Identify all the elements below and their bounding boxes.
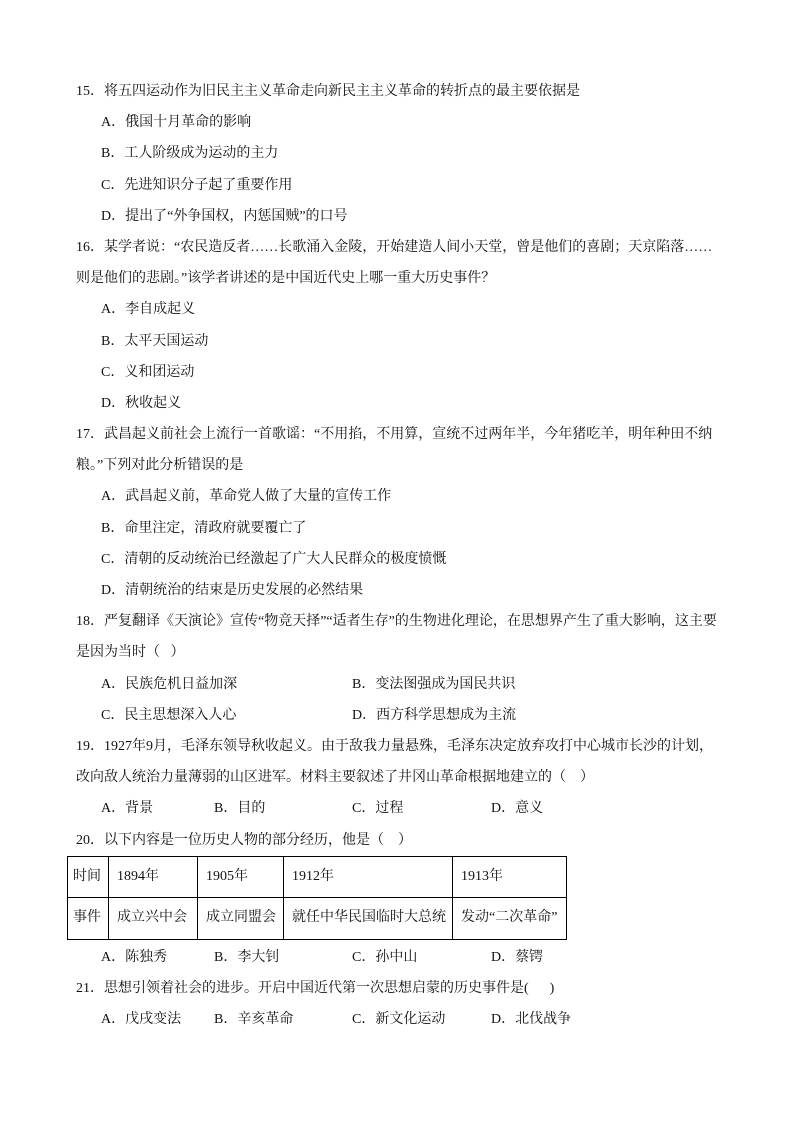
table-row-time bbox=[68, 856, 567, 898]
option-text: 北伐战争 bbox=[515, 1012, 572, 1028]
table-cell bbox=[68, 898, 109, 940]
question-18 bbox=[76, 606, 794, 731]
option-a bbox=[101, 481, 794, 512]
question-17 bbox=[76, 419, 794, 606]
option-text: 新文化运动 bbox=[375, 1012, 446, 1028]
option-text: 武昌起义前，革命党人做了大量的宣传工作 bbox=[125, 489, 392, 505]
question-20 bbox=[73, 825, 794, 973]
cell-text: 时间 bbox=[73, 868, 101, 884]
option-c bbox=[101, 544, 794, 575]
option-text: 过程 bbox=[375, 801, 404, 817]
option-d bbox=[491, 1004, 571, 1035]
options-row bbox=[101, 700, 794, 731]
option-d bbox=[491, 793, 543, 824]
cell-text: 就任中华民国临时大总统 bbox=[292, 910, 446, 926]
option-a bbox=[101, 669, 237, 700]
option-b bbox=[214, 1004, 293, 1035]
question-number: 15． bbox=[76, 84, 104, 99]
option-label: D． bbox=[101, 583, 126, 598]
options-row bbox=[101, 793, 794, 824]
option-d bbox=[101, 388, 794, 419]
question-16 bbox=[76, 232, 794, 419]
option-text: 命里注定，清政府就要覆亡了 bbox=[124, 520, 307, 536]
option-label: B． bbox=[101, 146, 125, 162]
option-b bbox=[101, 513, 794, 544]
option-b bbox=[352, 669, 515, 700]
option-label: D． bbox=[352, 707, 377, 723]
option-label: C． bbox=[352, 949, 376, 965]
table-cell bbox=[198, 898, 284, 940]
question-21 bbox=[76, 973, 794, 1035]
option-d bbox=[101, 575, 794, 606]
question-text: 武昌起义前社会上流行一首歌谣：“不用掐，不用算，宣统不过两年半，今年猪吃羊，明年种田不纳 bbox=[104, 427, 713, 443]
question-text: 是因为当时（ ） bbox=[76, 645, 185, 661]
cell-text: 事件 bbox=[73, 910, 101, 926]
cell-text: 1913年 bbox=[461, 868, 503, 884]
option-text: 西方科学思想成为主流 bbox=[376, 707, 517, 723]
option-label: D． bbox=[491, 949, 516, 965]
option-b bbox=[214, 793, 265, 824]
cell-text: 1905年 bbox=[206, 868, 248, 884]
option-label: A． bbox=[101, 115, 126, 131]
option-label: D． bbox=[491, 1012, 516, 1028]
option-c bbox=[101, 700, 236, 731]
cell-text: 发动“二次革命” bbox=[461, 910, 558, 926]
option-a bbox=[101, 1004, 181, 1035]
option-a bbox=[101, 107, 794, 138]
option-text: 清朝统治的结束是历史发展的必然结果 bbox=[125, 583, 364, 598]
question-number: 16． bbox=[76, 239, 104, 255]
option-text: 提出了“外争国权，内惩国贼”的口号 bbox=[125, 208, 348, 224]
option-b bbox=[101, 138, 794, 169]
option-label: C． bbox=[101, 364, 125, 380]
option-label: B． bbox=[101, 520, 125, 536]
option-text: 目的 bbox=[237, 801, 266, 817]
question-number: 21． bbox=[76, 980, 104, 996]
question-text: 则是他们的悲剧。”该学者讲述的是中国近代史上哪一重大历史事件？ bbox=[76, 271, 496, 287]
option-label: A． bbox=[101, 489, 126, 505]
option-label: A． bbox=[101, 676, 126, 692]
option-text: 义和团运动 bbox=[124, 364, 195, 380]
options-row bbox=[101, 1004, 794, 1035]
option-label: A． bbox=[101, 949, 126, 965]
option-text: 孙中山 bbox=[375, 949, 418, 965]
question-number: 19． bbox=[76, 738, 104, 754]
option-text: 李大钊 bbox=[237, 949, 280, 965]
question-text: 粮。”下列对此分析错误的是 bbox=[76, 458, 244, 474]
question-stem-line bbox=[76, 762, 794, 793]
table-cell bbox=[453, 898, 567, 940]
option-text: 辛亥革命 bbox=[237, 1012, 294, 1028]
option-label: D． bbox=[101, 208, 126, 224]
option-d bbox=[491, 942, 543, 973]
question-stem-line bbox=[76, 825, 794, 856]
question-15 bbox=[76, 76, 794, 232]
option-label: D． bbox=[491, 801, 516, 817]
option-text: 陈独秀 bbox=[125, 949, 168, 965]
option-text: 戊戌变法 bbox=[125, 1012, 182, 1028]
option-text: 民主思想深入人心 bbox=[124, 707, 237, 723]
option-label: A． bbox=[101, 1012, 126, 1028]
question-stem-line bbox=[76, 450, 794, 481]
table-cell bbox=[109, 856, 198, 898]
question-text: 1927年9月，毛泽东领导秋收起义。由于敌我力量悬殊，毛泽东决定放弃攻打中心城市长沙的计划， bbox=[104, 738, 713, 754]
options-row bbox=[101, 669, 794, 700]
question-number: 20． bbox=[76, 832, 104, 848]
table-cell bbox=[109, 898, 198, 940]
cell-text: 1912年 bbox=[292, 868, 334, 884]
question-text: 改向敌人统治力量薄弱的山区进军。材料主要叙述了井冈山革命根据地建立的（ ） bbox=[76, 770, 594, 786]
option-text: 意义 bbox=[515, 801, 544, 817]
option-d bbox=[101, 201, 794, 232]
option-a bbox=[101, 793, 153, 824]
question-stem-line bbox=[76, 419, 794, 450]
option-text: 先进知识分子起了重要作用 bbox=[124, 177, 293, 193]
option-label: D． bbox=[101, 395, 126, 411]
option-label: B． bbox=[352, 676, 376, 692]
option-text: 俄国十月革命的影响 bbox=[125, 115, 252, 131]
option-a bbox=[101, 942, 167, 973]
option-b bbox=[214, 942, 279, 973]
question-text: 以下内容是一位历史人物的部分经历，他是（ ） bbox=[104, 832, 412, 848]
cell-text: 成立同盟会 bbox=[206, 910, 276, 926]
option-c bbox=[352, 1004, 445, 1035]
question-number: 18． bbox=[76, 614, 104, 630]
cell-text: 成立兴中会 bbox=[117, 910, 187, 926]
question-text: 思想引领着社会的进步。开启中国近代第一次思想启蒙的历史事件是( ) bbox=[104, 980, 555, 996]
option-text: 民族危机日益加深 bbox=[125, 676, 238, 692]
option-text: 蔡锷 bbox=[515, 949, 544, 965]
option-label: C． bbox=[352, 801, 376, 817]
cell-text: 1894年 bbox=[117, 868, 159, 884]
question-stem-line bbox=[76, 232, 794, 263]
option-label: B． bbox=[214, 1012, 238, 1028]
table-row-event bbox=[68, 898, 567, 940]
question-19 bbox=[76, 731, 794, 825]
question-stem-line bbox=[76, 263, 794, 294]
table-cell bbox=[68, 856, 109, 898]
question-text: 严复翻译《天演论》宣传“物竞天择”“适者生存”的生物进化理论，在思想界产生了重大影响，这主要 bbox=[104, 614, 717, 630]
option-text: 背景 bbox=[125, 801, 154, 817]
question-stem-line bbox=[76, 76, 794, 107]
option-label: B． bbox=[214, 949, 238, 965]
option-label: B． bbox=[101, 333, 125, 349]
option-c bbox=[101, 170, 794, 201]
option-c bbox=[352, 942, 417, 973]
question-stem-line bbox=[76, 973, 794, 1004]
option-c bbox=[352, 793, 403, 824]
table-cell bbox=[198, 856, 284, 898]
question-text: 将五四运动作为旧民主主义革命走向新民主主义革命的转折点的最主要依据是 bbox=[104, 84, 580, 99]
question-text: 某学者说：“农民造反者……长歌涌入金陵，开始建造人间小天堂，曾是他们的喜剧；天京陷落…… bbox=[104, 239, 713, 255]
option-a bbox=[101, 294, 794, 325]
question-stem-line bbox=[76, 731, 794, 762]
option-label: B． bbox=[214, 801, 238, 817]
option-d bbox=[352, 700, 516, 731]
option-text: 秋收起义 bbox=[125, 395, 182, 411]
option-text: 清朝的反动统治已经激起了广大人民群众的极度愤慨 bbox=[124, 551, 447, 567]
question-number: 17． bbox=[76, 427, 104, 443]
option-text: 太平天国运动 bbox=[124, 333, 209, 349]
option-label: C． bbox=[101, 551, 125, 567]
table-cell bbox=[453, 856, 567, 898]
option-text: 李自成起义 bbox=[125, 302, 196, 318]
option-label: C． bbox=[101, 177, 125, 193]
option-text: 变法图强成为国民共识 bbox=[375, 676, 516, 692]
option-text: 工人阶级成为运动的主力 bbox=[124, 146, 279, 162]
question-stem-line bbox=[76, 606, 794, 637]
option-label: C． bbox=[352, 1012, 376, 1028]
option-b bbox=[101, 326, 794, 357]
option-c bbox=[101, 357, 794, 388]
option-label: C． bbox=[101, 707, 125, 723]
options-row bbox=[101, 942, 794, 973]
question-stem-line bbox=[76, 637, 794, 668]
biography-table bbox=[67, 856, 567, 940]
table-cell bbox=[284, 856, 453, 898]
option-label: A． bbox=[101, 801, 126, 817]
table-cell bbox=[284, 898, 453, 940]
option-label: A． bbox=[101, 302, 126, 318]
